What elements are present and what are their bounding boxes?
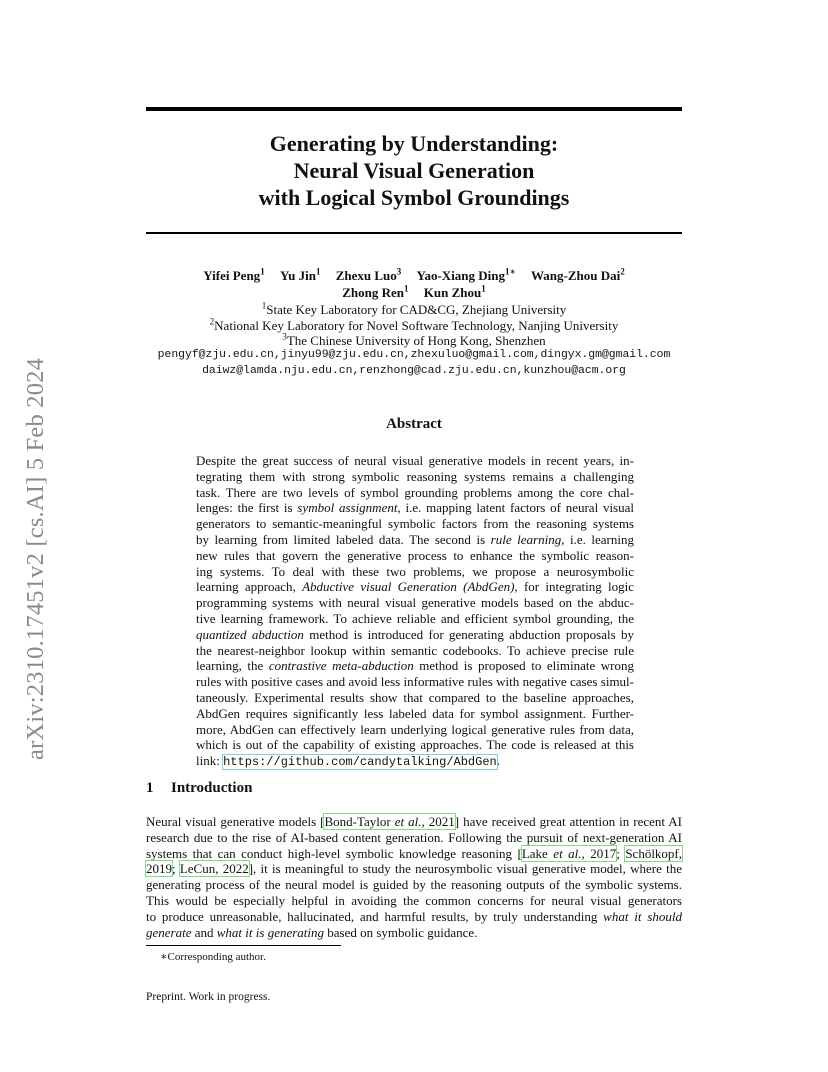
- intro-line: generate and what it is generating based on symbolic guidance.: [146, 924, 478, 940]
- abstract-line: by learning from limited labeled data. The second is rule learning, i.e. learning: [196, 531, 634, 547]
- abstract-line: AbdGen requires significantly less labeled data for symbol assignment. Further-: [196, 705, 634, 721]
- abstract-line: programming systems with neural visual generative models based on the abduc-: [196, 595, 634, 611]
- code-repo-link[interactable]: https://github.com/candytalking/AbdGen: [223, 755, 497, 770]
- abstract-line: tegrating them with strong symbolic reasoning systems remains a challenging: [196, 468, 634, 484]
- email-line: daiwz@lamda.nju.edu.cn,renzhong@cad.zju.edu.cn,kunzhou@acm.org: [202, 364, 626, 377]
- abstract-line: the nearest-neighbor lookup within semantic codebooks. To achieve precise rule: [196, 642, 634, 658]
- intro-line: systems that can conduct high-level symbolic knowledge reasoning [Lake et al., 2017; Schölkopf,: [146, 845, 683, 861]
- footnote-rule: [146, 945, 341, 946]
- abstract-line: Despite the great success of neural visual generative models in recent years, in-: [196, 453, 634, 468]
- abstract-line: rules with positive cases and avoid less informative rules with negative cases simul-: [196, 674, 634, 690]
- section-number: 1: [146, 780, 154, 796]
- citation-link[interactable]: Schölkopf,: [625, 845, 683, 861]
- abstract-line: learning, the contrastive meta-abduction method is proposed to eliminate wrong: [196, 658, 634, 674]
- author-emails: [100, 348, 728, 379]
- section-heading: [146, 780, 252, 797]
- abstract-line: quantized abduction method is introduced for generating abduction proposals by: [196, 626, 634, 642]
- paper-title: [146, 130, 682, 211]
- abstract-line: generators to semantic-meaningful symbolic factors from the reasoning systems: [196, 516, 634, 532]
- abstract-line: link: https://github.com/candytalking/AbdGen.: [196, 753, 500, 770]
- abstract-line: lenges: the first is symbol assignment, i.e. mapping latent factors of neural visual: [196, 500, 634, 516]
- author: Zhong Ren$^1$: [342, 283, 409, 300]
- intro-line: Neural visual generative models [Bond-Taylor et al., 2021] have received great attention in recent AI: [146, 814, 682, 829]
- author-list: [146, 267, 682, 301]
- affiliation: $^1$State Key Laboratory for CAD&CG, Zhejiang University: [261, 300, 567, 317]
- title-top-rule: [146, 107, 682, 111]
- abstract-line: which is out of the capability of existing approaches. The code is released at this: [196, 737, 634, 753]
- footnote: ∗Corresponding author.: [160, 951, 266, 963]
- section-title: Introduction: [171, 780, 253, 796]
- affiliations: [100, 302, 728, 349]
- author: Zhexu Luo$^3$: [335, 266, 402, 283]
- title-line-3: with Logical Symbol Groundings: [258, 185, 570, 210]
- intro-paragraph: [146, 814, 682, 940]
- author: Wang-Zhou Dai$^2$: [531, 266, 625, 283]
- title-line-2: Neural Visual Generation: [293, 158, 535, 183]
- abstract-line: learning approach, Abductive visual Generation (AbdGen), for integrating logic: [196, 579, 635, 595]
- author: Yifei Peng$^1$: [203, 266, 265, 283]
- citation-link[interactable]: Bond-Taylor et al., 2021: [324, 814, 455, 829]
- author: Kun Zhou$^1$: [423, 283, 486, 300]
- abstract-line: ing systems. To deal with these two problems, we propose a neurosymbolic: [196, 563, 634, 579]
- email-line: pengyf@zju.edu.cn,jinyu99@zju.edu.cn,zhexuluo@gmail.com,dingyx.gm@gmail.com: [157, 349, 671, 361]
- abstract-body: [196, 453, 634, 769]
- intro-line: This would be especially helpful in avoiding the common concerns for neural visual generators: [146, 892, 682, 908]
- title-bottom-rule: [146, 232, 682, 234]
- intro-line: research due to the rise of AI-based content generation. Following the pursuit of next-generation AI: [146, 829, 682, 845]
- citation-link[interactable]: 2019: [146, 861, 172, 877]
- intro-line: 2019; LeCun, 2022], it is meaningful to study the neurosymbolic visual generative model, where the: [146, 861, 682, 877]
- abstract-line: more, AbdGen can effectively learn underlying logical generative rules from data,: [196, 721, 634, 737]
- abstract-line: task. There are two levels of symbol grounding problems among the core chal-: [196, 484, 634, 500]
- author: Yu Jin$^1$: [279, 266, 321, 283]
- intro-line: generating process of the neural model is guided by the reasoning outputs of the symbolic systems.: [146, 877, 682, 893]
- intro-line: to produce unreasonable, hallucinated, and harmful results, by truly understanding what it should: [146, 908, 683, 924]
- affiliation: $^3$The Chinese University of Hong Kong, Shenzhen: [282, 331, 546, 348]
- abstract-line: taneously. Experimental results show that compared to the baseline approaches,: [196, 689, 634, 705]
- abstract-heading: Abstract: [386, 416, 442, 432]
- abstract-line: tive learning framework. To achieve reliable and efficient symbol grounding, the: [196, 610, 634, 626]
- preprint-note: Preprint. Work in progress.: [146, 991, 271, 1003]
- arxiv-id-text: arXiv:2310.17451v2 [cs.AI] 5 Feb 2024: [22, 357, 49, 760]
- citation-link[interactable]: Lake et al., 2017: [521, 845, 617, 861]
- title-line-1: Generating by Understanding:: [269, 131, 559, 156]
- abstract-line: new rules that govern the generative process to enhance the symbolic reason-: [196, 547, 634, 563]
- arxiv-stamp: [22, 300, 52, 760]
- affiliation: $^2$National Key Laboratory for Novel Software Technology, Nanjing University: [209, 316, 619, 333]
- author: Yao-Xiang Ding$^{1∗}$: [416, 266, 516, 283]
- citation-link[interactable]: LeCun, 2022: [179, 861, 249, 877]
